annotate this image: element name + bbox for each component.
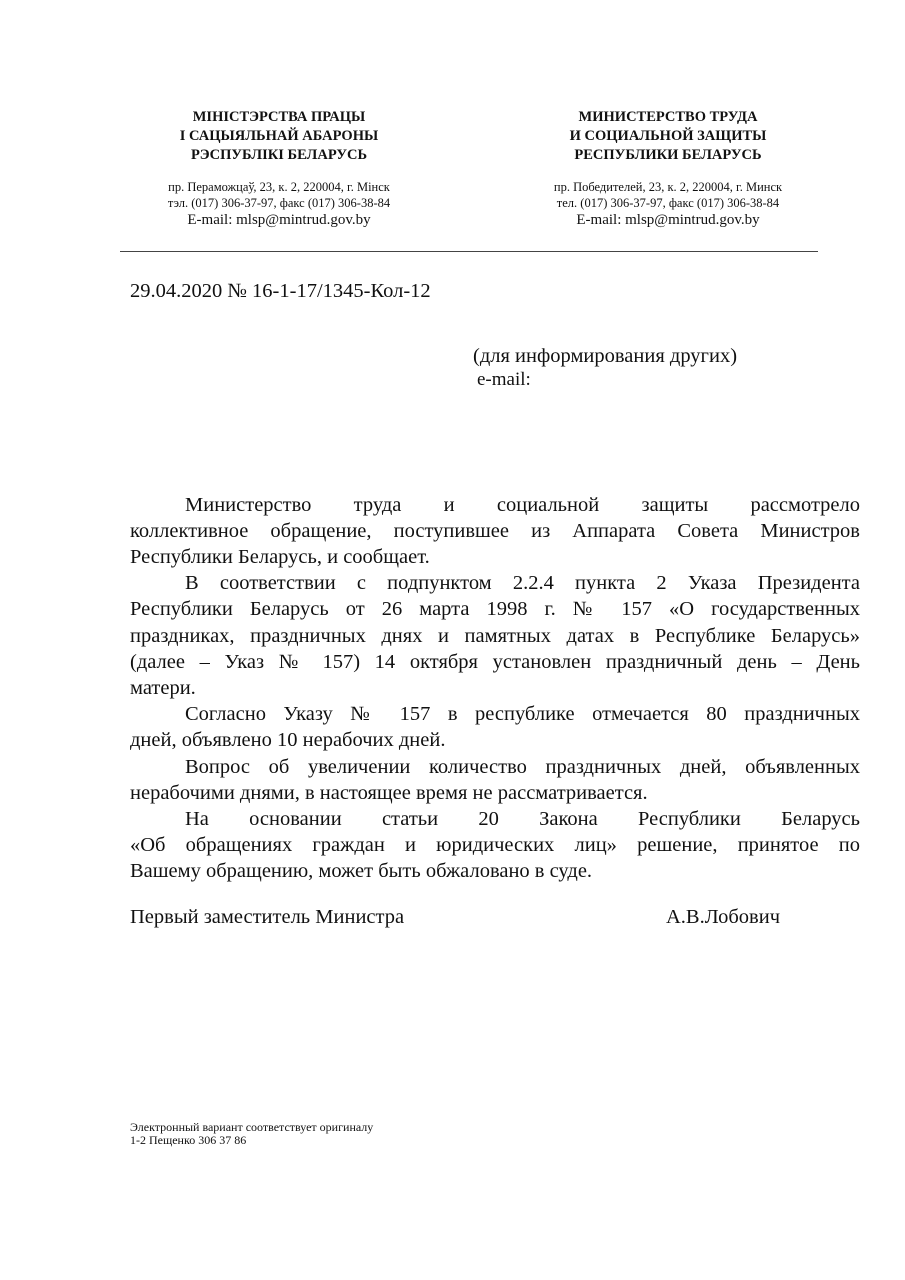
body-line: праздниках, праздничных днях и памятных датах в Республике Беларусь» xyxy=(130,625,860,647)
title-line: И СОЦИАЛЬНОЙ ЗАЩИТЫ xyxy=(569,128,767,144)
title-line: РЭСПУБЛІКІ БЕЛАРУСЬ xyxy=(190,147,368,163)
title-line: РЕСПУБЛИКИ БЕЛАРУСЬ xyxy=(574,147,762,163)
ministry-name-ru xyxy=(503,108,833,165)
footer-line: Электронный вариант соответствует оригиналу xyxy=(130,1120,374,1134)
body-line: Республики Беларусь, и сообщает. xyxy=(130,546,430,568)
address-line: пр. Победителей, 23, к. 2, 220004, г. Минск xyxy=(553,180,783,194)
body-line: Республики Беларусь от 26 марта 1998 г. № 157 «О государственных xyxy=(130,598,860,620)
body-line: нерабочими днями, в настоящее время не рассматривается. xyxy=(130,782,648,804)
address-ru xyxy=(503,179,833,211)
body-line: коллективное обращение, поступившее из Аппарата Совета Министров xyxy=(130,520,860,542)
signatory-name: А.В.Лобович xyxy=(666,906,781,928)
address-by xyxy=(114,179,444,211)
header-belarusian xyxy=(114,108,444,229)
header-divider xyxy=(120,251,818,252)
header-russian xyxy=(503,108,833,229)
signatory-position: Первый заместитель Министра xyxy=(130,906,405,928)
title-line: МІНІСТЭРСТВА ПРАЦЫ xyxy=(192,109,366,125)
email-ru: E-mail: mlsp@mintrud.gov.by xyxy=(576,212,760,228)
body-line: Согласно Указу № 157 в республике отмечается 80 праздничных xyxy=(185,703,860,725)
title-line: МИНИСТЕРСТВО ТРУДА xyxy=(578,109,758,125)
title-line: І САЦЫЯЛЬНАЙ АБАРОНЫ xyxy=(179,128,379,144)
body-line: На основании статьи 20 Закона Республики Беларусь xyxy=(185,808,860,830)
body-line: Вашему обращению, может быть обжаловано в суде. xyxy=(130,860,593,882)
phone-line: тел. (017) 306-37-97, факс (017) 306-38-84 xyxy=(556,196,780,210)
phone-line: тэл. (017) 306-37-97, факс (017) 306-38-84 xyxy=(167,196,391,210)
recipient-email: e-mail: xyxy=(477,369,531,390)
body-line: «Об обращениях граждан и юридических лиц» решение, принятое по xyxy=(130,834,860,856)
address-line: пр. Пераможцаў, 23, к. 2, 220004, г. Мінск xyxy=(168,180,390,194)
ministry-name-by xyxy=(114,108,444,165)
body-line: дней, объявлено 10 нерабочих дней. xyxy=(130,729,446,751)
body-line: Вопрос об увеличении количество праздничных дней, объявленных xyxy=(185,756,860,778)
footer-note xyxy=(130,1121,373,1147)
body-line: В соответствии с подпунктом 2.2.4 пункта 2 Указа Президента xyxy=(185,572,860,594)
footer-line: 1-2 Пещенко 306 37 86 xyxy=(130,1133,247,1147)
recipient-line: (для информирования других) xyxy=(473,345,738,367)
body-line: Министерство труда и социальной защиты рассмотрело xyxy=(185,494,860,516)
body-line: матери. xyxy=(130,677,196,699)
document-reference: 29.04.2020 № 16-1-17/1345-Кол-12 xyxy=(130,280,431,302)
email-by: E-mail: mlsp@mintrud.gov.by xyxy=(187,212,371,228)
body-line: (далее – Указ № 157) 14 октября установлен праздничный день – День xyxy=(130,651,860,673)
